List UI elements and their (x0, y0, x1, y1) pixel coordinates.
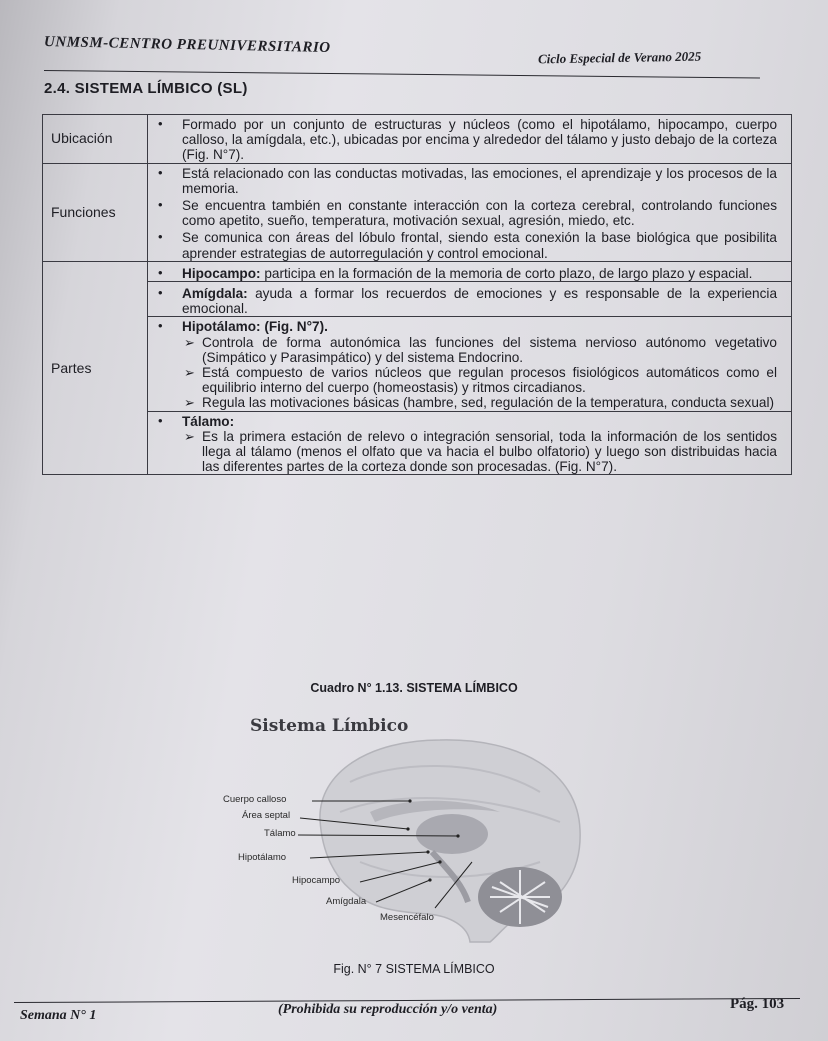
row-ubicacion (43, 115, 792, 164)
ubicacion-text: • Formado por un conjunto de estructuras y núcleos (como el hipotálamo, hipocampo, cuerpo calloso, la amígdala, etc.), ubicadas por encima y alrededor del tálamo y justo debajo de la corteza (Fig. N°7). (158, 116, 777, 163)
row-funciones (43, 163, 792, 261)
bullet-icon: • (158, 264, 163, 280)
bullet-icon: • (158, 229, 163, 245)
hipotalamo-heading: • Hipotálamo: (Fig. N°7). (158, 318, 328, 335)
brain-illustration (200, 712, 620, 962)
label-hipocampo: Hipocampo (292, 875, 341, 886)
bullet-icon: • (158, 285, 163, 301)
header-institution: UNMSM-CENTRO PREUNIVERSITARIO (43, 34, 331, 57)
label-area-septal: Área septal (242, 810, 291, 821)
label-ubicacion: Ubicación (43, 115, 148, 164)
talamo-sub: ➢ Es la primera estación de relevo o integración sensorial, toda la información de los sentidos llega al tálamo (menos el olfato que va hacia el bulbo olfatorio) y luego son distribuidas hacia las diferentes partes de la corteza donde son procesadas. (Fig. N°7). (184, 428, 777, 475)
hipotalamo-sub: ➢ Controla de forma autonómica las funciones del sistema nervioso autónomo vegetativo (Simpático y Parasimpático) y del sistema Endocrino. (184, 334, 777, 365)
funciones-item: • Está relacionado con las conductas motivadas, las emociones, el aprendizaje y los procesos de la memoria. (158, 164, 777, 196)
hipocampo-text: • Hipocampo: participa en la formación de la memoria de corto plazo, de largo plazo y espacial. (158, 264, 753, 281)
figure-title: Sistema Límbico (250, 716, 409, 736)
bullet-icon: • (158, 318, 163, 334)
header-cycle: Ciclo Especial de Verano 2025 (537, 48, 702, 67)
arrow-icon: ➢ (184, 428, 195, 444)
footer-week: Semana N° 1 (20, 1008, 97, 1023)
thalamus-shape (416, 814, 488, 854)
funciones-item: • Se encuentra también en constante interacción con la corteza cerebral, controlando funciones como apetito, sueño, temperatura, motivación sexual, agresión, miedo, etc. (158, 197, 777, 229)
hipotalamo-sub: ➢ Está compuesto de varios núcleos que regulan procesos fisiológicos automáticos como el equilibrio interno del cuerpo (homeostasis) y ritmos circadianos. (184, 365, 777, 396)
row-hipocampo (43, 261, 792, 281)
limbic-system-table (42, 114, 792, 475)
section-title: 2.4. SISTEMA LÍMBICO (SL) (44, 80, 248, 97)
bullet-icon: • (158, 412, 163, 428)
row-talamo (43, 411, 792, 475)
label-hipotalamo: Hipotálamo (238, 852, 287, 863)
label-funciones: Funciones (43, 163, 148, 261)
bullet-icon: • (158, 116, 163, 131)
bullet-icon: • (158, 164, 163, 180)
bullet-icon: • (158, 197, 163, 213)
footer-page-number: Pág. 103 (730, 996, 785, 1012)
footer-notice: (Prohibida su reproducción y/o venta) (278, 1002, 498, 1017)
amigdala-text: • Amígdala: ayuda a formar los recuerdos de emociones y es responsable de la experiencia emocional. (158, 285, 777, 317)
label-partes: Partes (43, 261, 148, 475)
figure-caption: Fig. N° 7 SISTEMA LÍMBICO (333, 962, 495, 976)
arrow-icon: ➢ (184, 334, 195, 350)
hipotalamo-sub: ➢ Regula las motivaciones básicas (hambre, sed, regulación de la temperatura, conducta sexual) (184, 395, 774, 411)
talamo-heading: • Tálamo: (158, 412, 235, 429)
row-hipotalamo (43, 317, 792, 411)
brain-figure (200, 712, 620, 962)
label-talamo: Tálamo (264, 828, 296, 839)
arrow-icon: ➢ (184, 365, 195, 381)
label-mesencefalo: Mesencéfalo (380, 912, 434, 923)
arrow-icon: ➢ (184, 395, 195, 411)
label-amigdala: Amígdala (326, 896, 367, 907)
row-amigdala (43, 282, 792, 317)
funciones-item: • Se comunica con áreas del lóbulo frontal, siendo esta conexión la base biológica que posibilita aprender estrategias de autorregulación y control emocional. (158, 229, 777, 261)
table-caption: Cuadro N° 1.13. SISTEMA LÍMBICO (310, 681, 518, 695)
label-cuerpo-calloso: Cuerpo calloso (223, 794, 287, 805)
